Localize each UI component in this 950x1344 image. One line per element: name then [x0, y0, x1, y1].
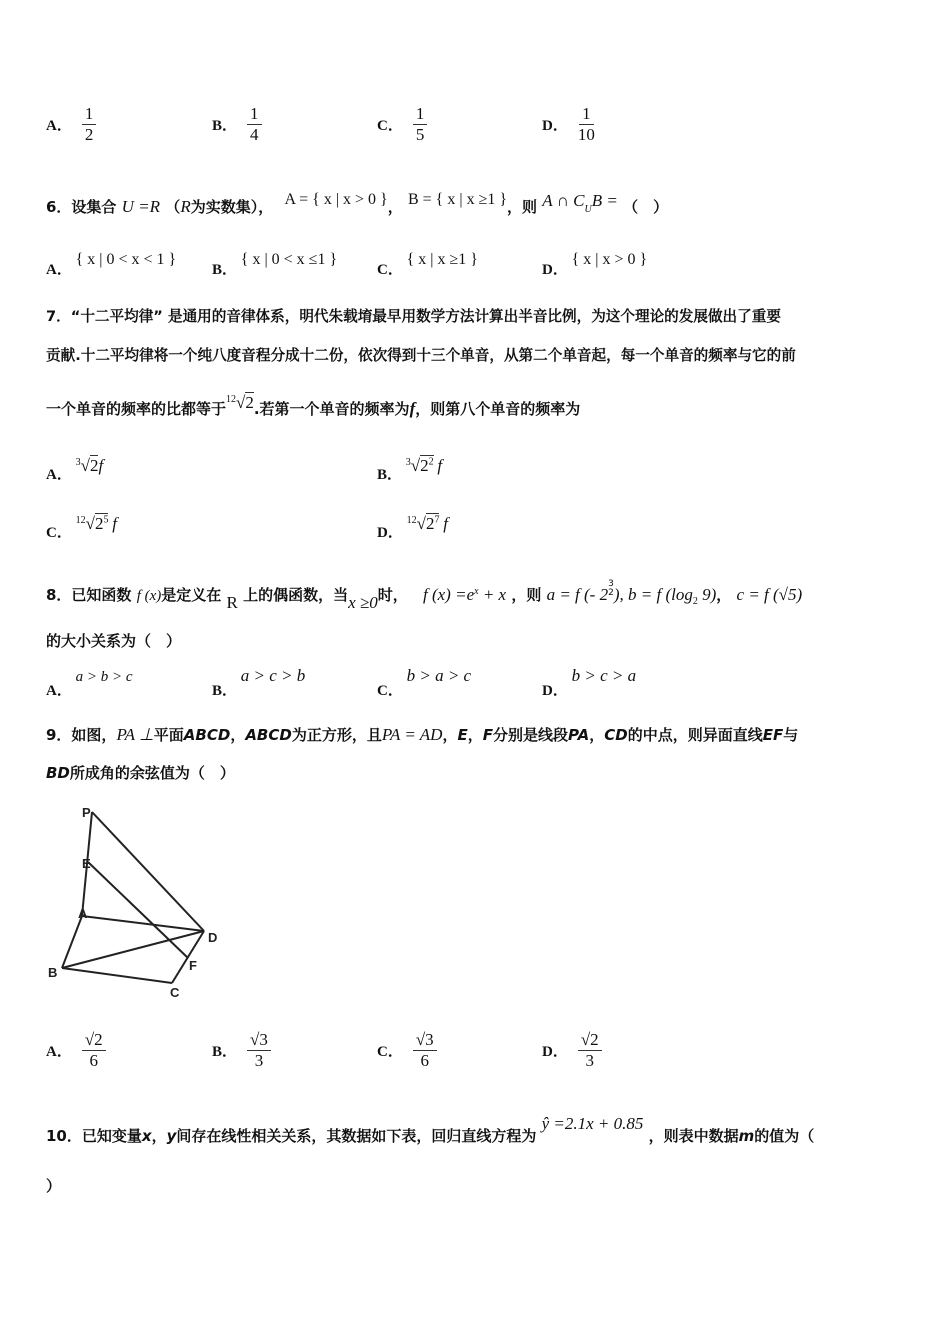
fraction: $\frac{1}{10}$: [577, 104, 595, 145]
q8-option-c: C． b > a > c: [377, 666, 472, 699]
edge-bc: [62, 968, 172, 983]
q6-option-b: B． { x | 0 < x ≤1 }: [212, 251, 338, 278]
fraction: $\frac{√3}{3}$: [247, 1030, 271, 1072]
q9-option-c: C． $\frac{√3}{6}$: [377, 1030, 437, 1072]
label-a: A: [78, 906, 88, 921]
edge-ad: [82, 916, 204, 931]
q7-line-2: 贡献.十二平均律将一个纯八度音程分成十二份，依次得到十三个单音，从第二个单音起，每一个单音的频率与它的前: [46, 347, 796, 364]
q5-option-b: [212, 104, 262, 146]
q5-option-a: [46, 104, 96, 146]
fraction: $\frac{√2}{6}$: [82, 1030, 106, 1072]
q5-option-d: [542, 104, 595, 146]
q7-option-b: B． $^3√2^2$ f: [377, 456, 443, 483]
q6-option-c: C． { x | x ≥1 }: [377, 251, 478, 278]
q8-option-d: D． b > c > a: [542, 666, 637, 699]
fraction: $\frac{1}{2}$: [82, 104, 97, 146]
q7-line-1: 7．“十二平均律” 是通用的音律体系，明代朱载堉最早用数学方法计算出半音比例，为这个理论的发展做出了重要: [46, 308, 781, 325]
q10-line-2: ）: [46, 1177, 62, 1195]
q9-option-b: B． $\frac{√3}{3}$: [212, 1030, 271, 1072]
fraction: $\frac{√2}{3}$: [578, 1030, 602, 1072]
q6-option-a: A． { x | 0 < x < 1 }: [46, 251, 177, 278]
segment-bd: [62, 931, 204, 968]
label-f: F: [189, 958, 197, 973]
q8-stem: 8．已知函数 f (x)是定义在 R 上的偶函数，当x ≥0时， f $(x) =e^x + x$ ，则 a = f (- 2 3 2 ), b = f ($\log_2$ 9)， c = f (√5): [46, 579, 803, 612]
option-label: A．: [46, 118, 72, 135]
q7-option-c: C． $^{12}√2^5$ f: [46, 514, 117, 541]
label-p: P: [82, 805, 91, 820]
q9-stem: 9．如图，PA ⊥平面ABCD，ABCD为正方形，且PA = AD，E，F分别是线段PA，CD的中点，则异面直线EF与: [46, 725, 799, 744]
edge-pd: [92, 812, 204, 931]
label-e: E: [82, 856, 91, 871]
option-label: C．: [377, 118, 403, 135]
q9-stem-line-2: BD所成角的余弦值为（ ）: [46, 764, 235, 782]
q9-option-d: D． $\frac{√2}{3}$: [542, 1030, 602, 1072]
q7-option-d: D． $^{12}√2^7$ f: [377, 514, 448, 541]
label-c: C: [170, 985, 180, 1000]
segment-ef: [88, 862, 188, 958]
q6-option-d: D． { x | x > 0 }: [542, 251, 648, 278]
option-label: B．: [212, 118, 238, 135]
pyramid-figure: [44, 800, 234, 1015]
option-label: D．: [542, 118, 568, 135]
q6-stem: 6．设集合 U =R （R为实数集）， A = { x | x > 0 }， B = { x | x ≥1 }，则 A ∩ $C_UB$ = （ ）: [46, 191, 669, 216]
q7-option-a: A． $^3$√2f: [46, 456, 104, 483]
fraction: $\frac{1}{4}$: [247, 104, 262, 146]
edge-ab: [62, 916, 82, 968]
label-d: D: [208, 930, 218, 945]
q7-line-3: 一个单音的频率的比都等于$^{12}$√2.若第一个单音的频率为f，则第八个单音的频率为: [46, 393, 581, 418]
q8-line-2: 的大小关系为（ ）: [46, 632, 182, 650]
q8-option-b: B． a > c > b: [212, 666, 306, 699]
q9-option-a: A． $\frac{√2}{6}$: [46, 1030, 106, 1072]
label-b: B: [48, 965, 58, 980]
fraction: $\frac{1}{5}$: [413, 104, 428, 146]
q8-option-a: A． a > b > c: [46, 669, 133, 699]
fraction: $\frac{√3}{6}$: [413, 1030, 437, 1072]
q5-option-c: [377, 104, 427, 146]
q10-stem: 10．已知变量x，y间存在线性相关关系，其数据如下表，回归直线方程为 ŷ =2.1x + 0.85 ，则表中数据m的值为（: [46, 1114, 815, 1145]
